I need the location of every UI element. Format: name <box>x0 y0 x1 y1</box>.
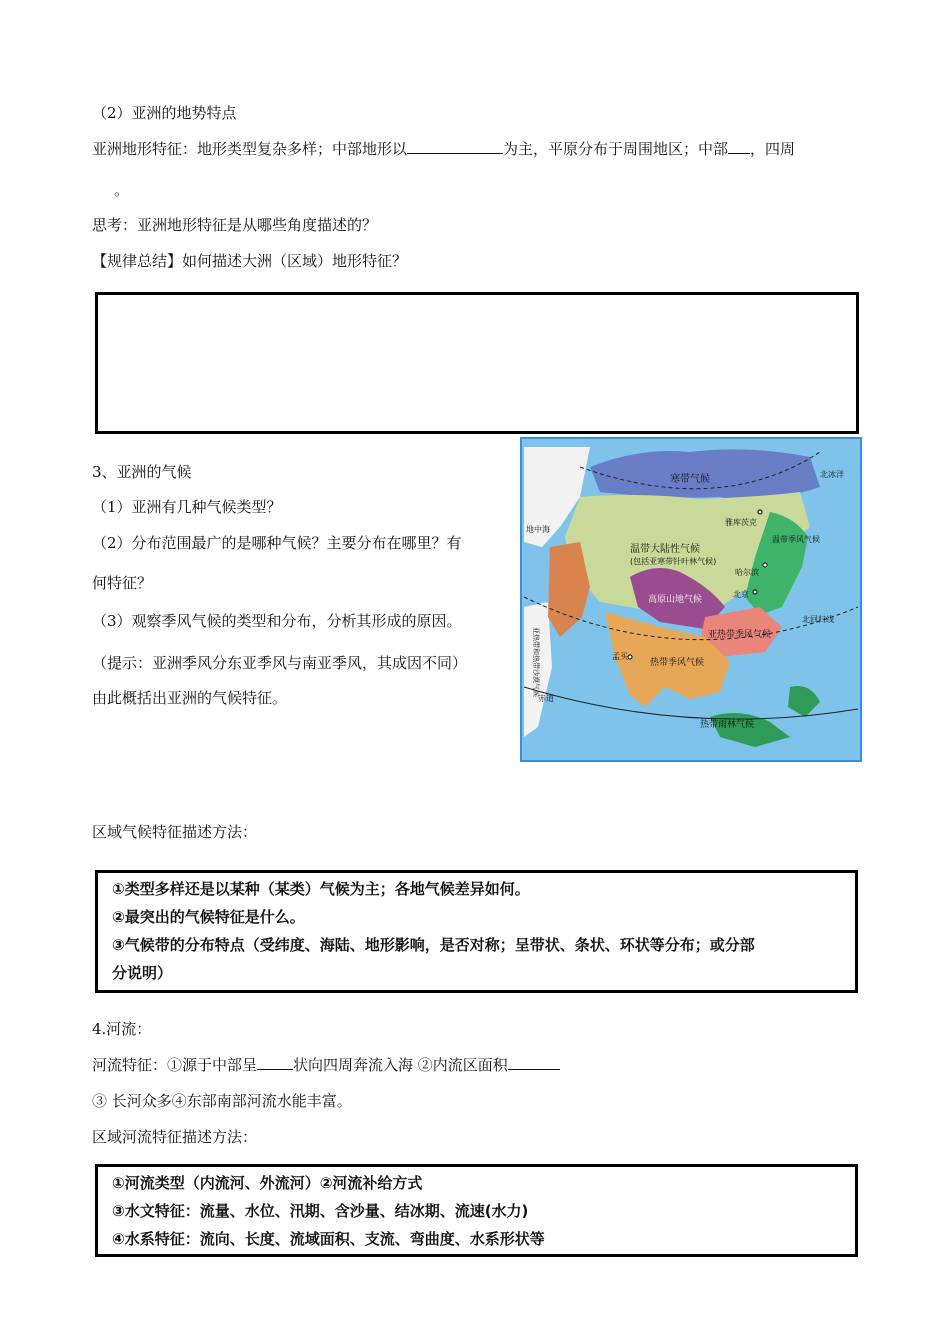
rivers-method-line-1: ①河流类型（内流河、外流河）②河流补给方式 <box>112 1174 423 1192</box>
climate-hint: （提示：亚洲季风分东亚季风与南亚季风，其成因不同） <box>92 654 468 672</box>
label-plateau: 高原山地气候 <box>648 595 703 605</box>
terrain-text-c: ，四周 <box>750 140 796 158</box>
rivers-heading: 4.河流： <box>92 1020 152 1038</box>
harbin-dot <box>763 563 767 567</box>
climate-q2: （2）分布范围最广的是哪种气候？主要分布在哪里？有 <box>92 534 462 552</box>
mumbai-dot <box>628 655 632 659</box>
climate-conclude: 由此概括出亚洲的气候特征。 <box>92 689 288 707</box>
climate-q1: （1）亚洲有几种气候类型？ <box>92 498 282 516</box>
label-beijing: 北京 <box>733 590 749 599</box>
rivers-method-title: 区域河流特征描述方法： <box>92 1128 258 1146</box>
terrain-sentence-end: 。 <box>114 181 130 199</box>
rivers-text-a: 河流特征：①源于中部呈 <box>92 1056 258 1074</box>
climate-q3: （3）观察季风气候的类型和分布，分析其形成的原因。 <box>92 612 462 630</box>
climate-method-line-3: ③气候带的分布特点（受纬度、海陆、地形影响，是否对称；呈带状、条状、环状等分布；或分部 <box>112 936 755 954</box>
label-subtropical: 亚热带季风气候 <box>708 630 772 640</box>
label-continental: 温带大陆性气候 <box>630 544 700 555</box>
label-harbin: 哈尔滨 <box>735 568 759 577</box>
think-question: 思考：亚洲地形特征是从哪些角度描述的？ <box>92 216 378 234</box>
label-rainforest: 热带雨林气候 <box>700 720 755 730</box>
label-equator: 赤道 <box>538 694 554 703</box>
rivers-method-line-3: ④水系特征：流向、长度、流域面积、支流、弯曲度、水系形状等 <box>112 1230 545 1248</box>
label-mediterranean: 地中海 <box>526 525 550 534</box>
rivers-text-b: 状向四周奔流入海 ②内流区面积 <box>293 1056 508 1074</box>
label-desert: 亚热带和热带沙漠气候 <box>532 627 540 697</box>
label-subarctic: 寒带气候 <box>670 474 710 485</box>
climate-method-title: 区域气候特征描述方法： <box>92 823 258 841</box>
label-temperate-monsoon: 温带季风气候 <box>772 535 820 544</box>
terrain-text-b: 为主，平原分布于周围地区；中部 <box>503 140 729 158</box>
label-yakutsk: 雅库茨克 <box>725 518 757 527</box>
blank-river-shape[interactable] <box>257 1055 293 1070</box>
blank-inland-area[interactable] <box>508 1055 560 1070</box>
climate-q2-cont: 何特征？ <box>92 574 153 592</box>
summary-question: 【规律总结】如何描述大洲（区域）地形特征？ <box>92 252 408 270</box>
terrain-heading: （2）亚洲的地势特点 <box>92 104 237 122</box>
blank-central[interactable] <box>728 139 750 154</box>
climate-method-line-1: ①类型多样还是以某种（某类）气候为主；各地气候差异如何。 <box>112 880 530 898</box>
label-mumbai: 孟买 <box>612 652 628 661</box>
rivers-method-box <box>95 1164 858 1257</box>
blank-central-landform[interactable] <box>407 139 503 154</box>
climate-method-line-2: ②最突出的气候特征是什么。 <box>112 908 305 926</box>
climate-heading: 3、亚洲的气候 <box>92 463 192 481</box>
rivers-method-line-2: ③水文特征：流量、水位、汛期、含沙量、结冰期、流速(水力) <box>112 1202 529 1220</box>
asia-climate-map <box>520 437 862 762</box>
yakutsk-dot <box>758 510 762 514</box>
climate-method-line-4: 分说明） <box>112 964 173 982</box>
summary-answer-box[interactable] <box>95 292 859 434</box>
label-tropic-cancer: 北回归线 <box>802 615 834 624</box>
terrain-sentence <box>92 139 795 159</box>
label-tropical-monsoon: 热带季风气候 <box>650 658 705 668</box>
rivers-feature-2: ③ 长河众多④东部南部河流水能丰富。 <box>92 1092 352 1110</box>
label-continental-sub: (包括亚寒带针叶林气候) <box>630 557 717 566</box>
rivers-feature <box>92 1055 560 1075</box>
beijing-dot <box>753 590 757 594</box>
climate-method-box <box>95 870 858 993</box>
terrain-text-a: 亚洲地形特征：地形类型复杂多样；中部地形以 <box>92 140 408 158</box>
label-arctic: 北冰洋 <box>820 470 844 479</box>
